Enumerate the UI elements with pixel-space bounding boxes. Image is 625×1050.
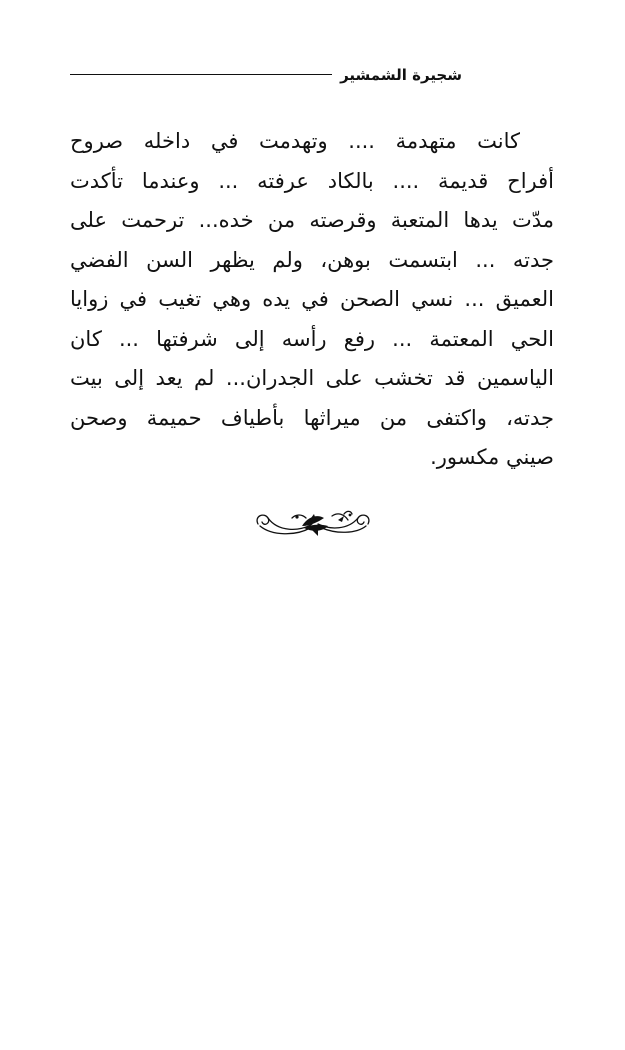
paragraph-line: العميق ... نسي الصحن في يده وهي تغيب في زوايا (70, 287, 554, 311)
paragraph-line: مدّت يدها المتعبة وقرصته من خده... ترحمت على (70, 208, 554, 232)
paragraph-line: جدته ... ابتسمت بوهن، ولم يظهر السن الفضي (70, 247, 554, 272)
paragraph (70, 122, 554, 478)
paragraph-line: كانت متهدمة .... وتهدمت في داخله صروح (70, 129, 520, 153)
paragraph-line: جدته، واكتفى من ميراثها بأطياف حميمة وصحن (70, 405, 554, 430)
paragraph-line: أفراح قديمة .... بالكاد عرفته ... وعندما تأكدت (70, 168, 554, 193)
paragraph-line: صيني مكسور. (430, 445, 554, 469)
paragraph-line: الحي المعتمة ... رفع رأسه إلى شرفتها ... كان (70, 326, 554, 351)
book-title: شجيرة الشمشير (340, 66, 462, 84)
paragraph-line: الياسمين قد تخشب على الجدران... لم يعد إلى بيت (70, 366, 554, 390)
header-rule (70, 74, 332, 75)
floral-ornament-icon (252, 502, 374, 544)
running-header (70, 62, 462, 88)
